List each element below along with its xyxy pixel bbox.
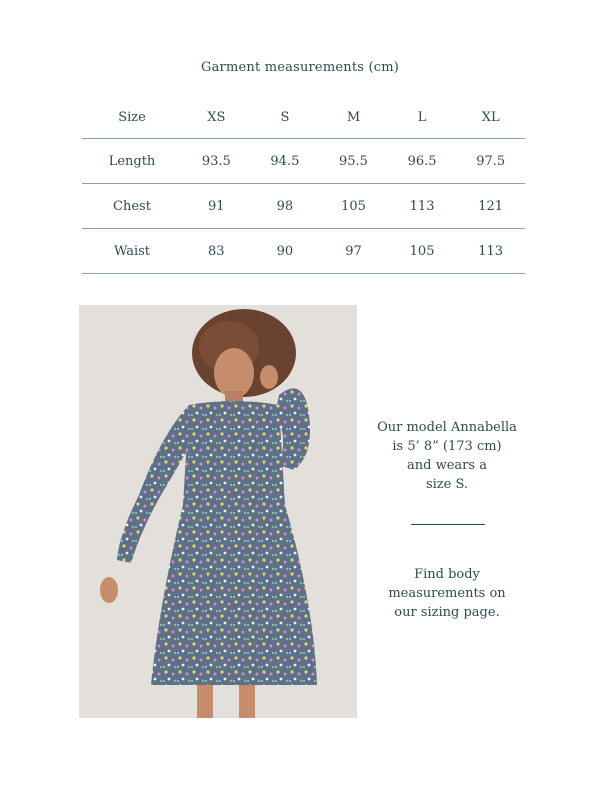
table-cell: 96.5	[388, 139, 457, 184]
header-cell-m: M	[319, 96, 388, 139]
header-cell-size: Size	[82, 96, 182, 139]
model-note-line: size S.	[425, 477, 469, 492]
table-cell: 95.5	[319, 139, 388, 184]
table-cell: 91	[182, 184, 251, 229]
table-row-waist	[82, 229, 525, 274]
header-cell-s: S	[251, 96, 320, 139]
table-cell: 98	[251, 184, 320, 229]
header-cell-xs: XS	[182, 96, 251, 139]
row-label-waist: Waist	[82, 229, 182, 274]
table-cell: 94.5	[251, 139, 320, 184]
table-row-length	[82, 139, 525, 184]
table-header-row	[82, 96, 525, 139]
table-cell: 97	[319, 229, 388, 274]
table-cell: 121	[456, 184, 525, 229]
model-size-note	[372, 418, 522, 494]
table-cell: 90	[251, 229, 320, 274]
model-photo	[79, 305, 357, 718]
divider	[411, 524, 485, 525]
table-cell: 113	[388, 184, 457, 229]
table-cell: 113	[456, 229, 525, 274]
model-note-line: is 5’ 8” (173 cm)	[392, 439, 502, 454]
sizing-note-line: measurements on	[388, 586, 506, 601]
header-cell-l: L	[388, 96, 457, 139]
row-label-length: Length	[82, 139, 182, 184]
model-note-line: and wears a	[407, 458, 487, 473]
table-cell: 105	[388, 229, 457, 274]
sizing-page-note	[372, 565, 522, 622]
header-cell-xl: XL	[456, 96, 525, 139]
sizing-note-line: our sizing page.	[394, 605, 500, 620]
sizing-note-line: Find body	[414, 567, 480, 582]
table-row-chest	[82, 184, 525, 229]
row-label-chest: Chest	[82, 184, 182, 229]
page-title: Garment measurements (cm)	[201, 60, 399, 75]
table-cell: 93.5	[182, 139, 251, 184]
model-note-line: Our model Annabella	[377, 420, 517, 435]
table-cell: 105	[319, 184, 388, 229]
table-cell: 97.5	[456, 139, 525, 184]
size-chart-table	[82, 96, 525, 274]
table-cell: 83	[182, 229, 251, 274]
